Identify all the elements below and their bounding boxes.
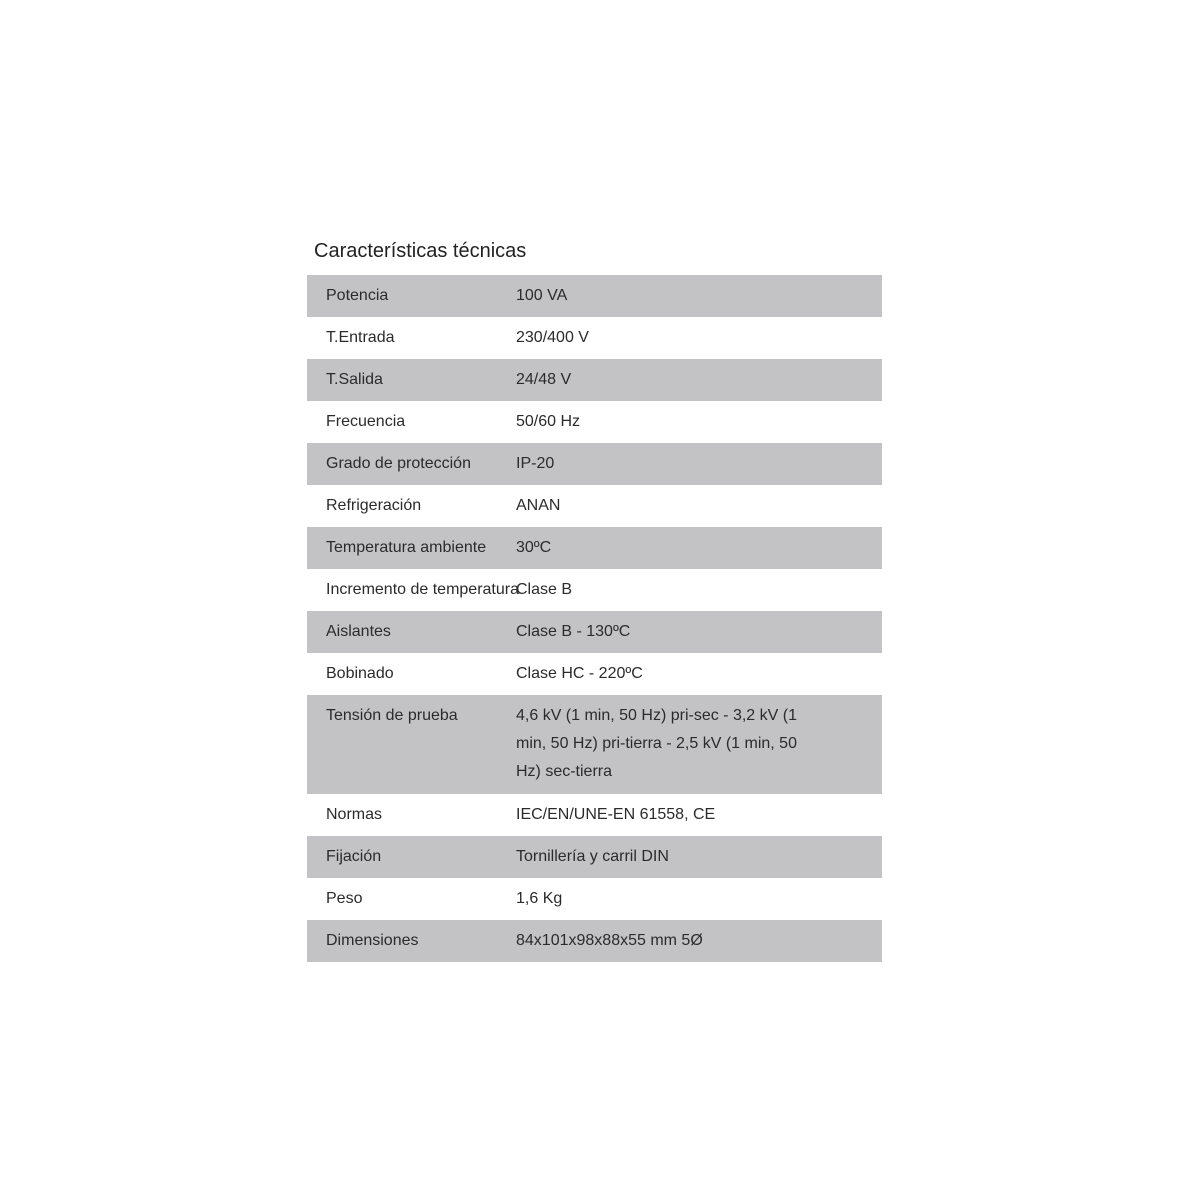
table-row (307, 527, 882, 569)
table-row (307, 443, 882, 485)
spec-value: Clase HC - 220ºC (516, 665, 643, 682)
specifications-table (307, 275, 882, 962)
spec-value: Clase B (516, 581, 573, 598)
spec-label: Temperatura ambiente (326, 539, 487, 556)
table-row (307, 653, 882, 695)
spec-label: Refrigeración (326, 497, 422, 514)
spec-label: Dimensiones (326, 932, 419, 949)
spec-value: ANAN (516, 497, 561, 514)
spec-value: Tornillería y carril DIN (516, 848, 669, 865)
spec-label: Potencia (326, 287, 389, 304)
table-row (307, 920, 882, 962)
spec-label: Incremento de temperatura (326, 581, 519, 598)
spec-label: Normas (326, 806, 383, 823)
spec-label: Fijación (326, 848, 382, 865)
table-row (307, 359, 882, 401)
table-row (307, 695, 882, 794)
table-row (307, 401, 882, 443)
table-row (307, 611, 882, 653)
page-title: Características técnicas (314, 240, 527, 262)
spec-label: Tensión de prueba (326, 707, 458, 724)
table-row (307, 569, 882, 611)
spec-label: Peso (326, 890, 363, 907)
spec-value: 50/60 Hz (516, 413, 581, 430)
table-row (307, 878, 882, 920)
spec-value: 84x101x98x88x55 mm 5Ø (516, 932, 703, 949)
spec-value: Clase B - 130ºC (516, 623, 631, 640)
spec-label: T.Entrada (326, 329, 395, 346)
table-row (307, 836, 882, 878)
table-row (307, 275, 882, 317)
spec-value: IEC/EN/UNE-EN 61558, CE (516, 806, 716, 823)
spec-value: 24/48 V (516, 371, 572, 388)
table-row (307, 485, 882, 527)
spec-value: IP-20 (516, 455, 555, 472)
spec-value: 230/400 V (516, 329, 589, 346)
spec-value: 100 VA (516, 287, 568, 304)
table-row (307, 317, 882, 359)
spec-label: Bobinado (326, 665, 394, 682)
spec-label: T.Salida (326, 371, 383, 388)
spec-label: Aislantes (326, 623, 391, 640)
spec-value: 4,6 kV (1 min, 50 Hz) pri-sec - 3,2 kV (1 min, 50 Hz) pri-tierra - 2,5 kV (1 min, 50 Hz) sec-tierra (516, 707, 797, 780)
spec-value: 1,6 Kg (516, 890, 563, 907)
spec-label: Frecuencia (326, 413, 406, 430)
table-row (307, 794, 882, 836)
spec-value: 30ºC (516, 539, 552, 556)
spec-label: Grado de protección (326, 455, 471, 472)
